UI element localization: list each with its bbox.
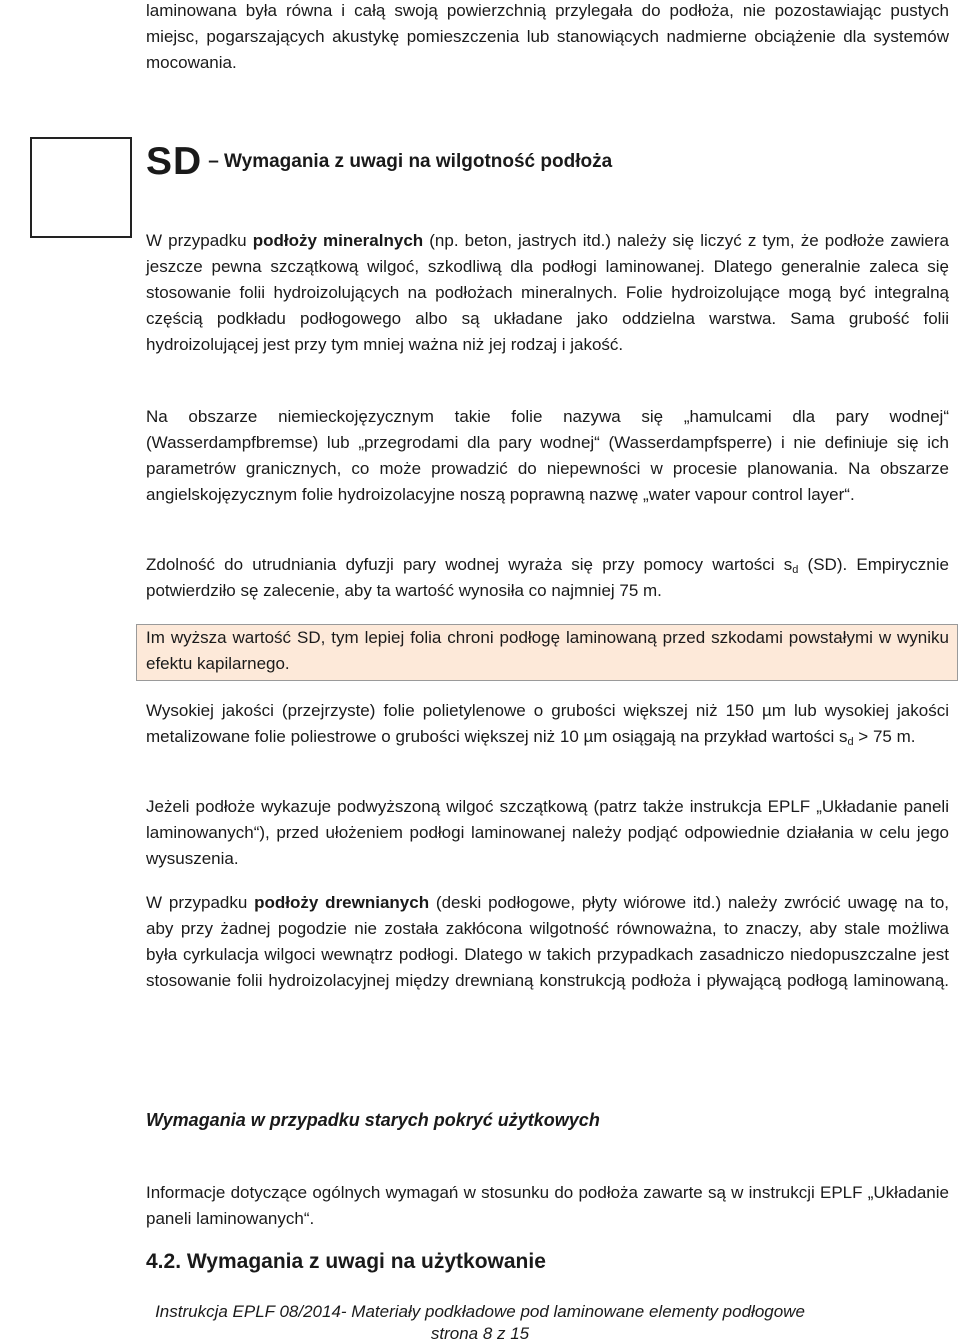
moisture-paragraph: Jeżeli podłoże wykazuje podwyższoną wilgoć szczątkową (patrz także instrukcja EPLF „Układanie paneli laminowanych“), przed ułożeniem podłogi laminowanej należy podjąć odpowiednie działania w celu jego wysuszenia. (146, 797, 949, 868)
mineral-post: (np. beton, jastrych itd.) należy się liczyć z tym, że podłoże zawiera jeszcze pewna szczątkową wilgoć, szkodliwą dla podłogi laminowanej. Dlatego generalnie zaleca się stosowanie folii hydroizolujących na podłożach mineralnych. Folie hydroizolujące mogą być integralną częścią podkładu podłogowego albo są układane jako oddzielna warstwa. Sama grubość folii hydroizolującej jest przy tym mniej ważna niż jej rodzaj i jakość. (146, 231, 949, 354)
quality-paragraph (146, 698, 949, 750)
quality-sub: d (847, 736, 854, 748)
sd-pre: Zdolność do utrudniania dyfuzji pary wodnej wyraża się przy pomocy wartości s (146, 555, 793, 574)
section-heading: 4.2. Wymagania z uwagi na użytkowanie (146, 1250, 546, 1273)
sd-heading (146, 140, 612, 184)
old-info-paragraph: Informacje dotyczące ogólnych wymagań w stosunku do podłoża zawarte są w instrukcji EPLF „Układanie paneli laminowanych“. (146, 1183, 949, 1228)
german-paragraph: Na obszarze niemieckojęzycznym takie folie nazywa się „hamulcami dla pary wodnej“ (Wasserdampfbremse) lub „przegrodami dla pary wodnej“ (Wasserdampfsperre) i nie definiuje się ich parametrów granicznych, co może prowadzić do niepewności w procesie planowania. Na obszarze angielskojęzycznym folie hydroizolacyjne noszą poprawną nazwę „water vapour control layer“. (146, 407, 949, 504)
sd-heading-text: – Wymagania z uwagi na wilgotność podłoża (208, 151, 613, 172)
sd-post: (SD). Empirycznie potwierdziło sę zalecenie, aby ta wartość wynosiła co najmniej 75 m. (146, 555, 949, 600)
wood-paragraph (146, 890, 949, 994)
sd-sub: d (792, 564, 799, 576)
old-coverings-heading: Wymagania w przypadku starych pokryć użytkowych (146, 1110, 600, 1130)
mineral-pre: W przypadku (146, 231, 253, 250)
footer-page-number: strona 8 z 15 (430, 1324, 530, 1343)
intro-paragraph: laminowana była równa i całą swoją powierzchnią przylegała do podłoża, nie pozostawiając pustych miejsc, pogarszających akustykę pomieszczenia lub stanowiących nadmierne obciążenie dla systemów mocowania. (146, 1, 949, 72)
footer-title: Instrukcja EPLF 08/2014- Materiały podkładowe pod laminowane elementy podłogowe (155, 1302, 805, 1321)
mineral-bold: podłoży mineralnych (252, 231, 424, 250)
mineral-paragraph (146, 228, 949, 358)
wood-bold: podłoży drewnianych (254, 893, 430, 912)
quality-post: > 75 m. (853, 727, 916, 746)
sd-code: SD (146, 140, 203, 183)
wood-pre: W przypadku (146, 893, 255, 912)
sd-value-paragraph (146, 552, 949, 604)
sd-icon (30, 137, 132, 238)
quality-pre: Wysokiej jakości (przejrzyste) folie polietylenowe o grubości większej niż 150 µm lub wysokiej jakości metalizowane folie poliestrowe o grubości większej niż 10 µm osiągają na przykład wartości s (146, 701, 949, 746)
wood-post: (deski podłogowe, płyty wiórowe itd.) należy zwrócić uwagę na to, aby przy żadnej pogodzie nie została zakłócona wilgotność równoważna, to znaczy, aby stale możliwa była cyrkulacja wilgoci wewnątrz podłogi. Dlatego w takich przypadkach zasadniczo niedopuszczalne jest stosowanie folii hydroizolacyjnej między drewnianą konstrukcją podłoża i pływającą podłogą laminowaną. (146, 893, 950, 990)
highlight-paragraph: Im wyższa wartość SD, tym lepiej folia chroni podłogę laminowaną przed szkodami powstałymi w wyniku efektu kapilarnego. (146, 628, 949, 673)
